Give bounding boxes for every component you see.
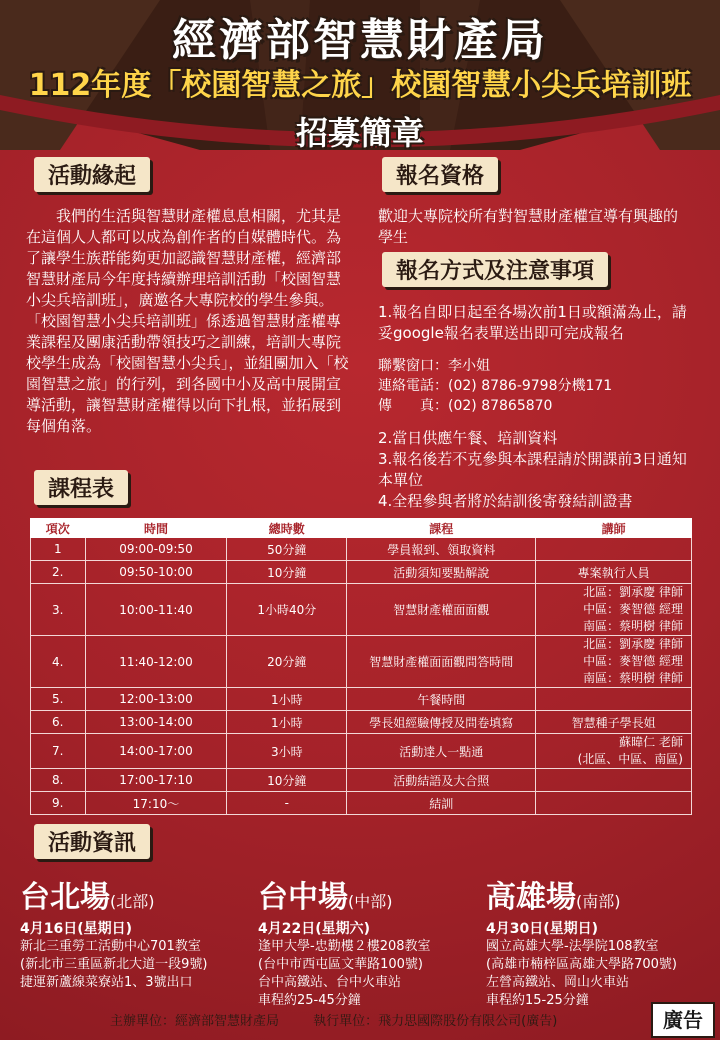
contact-window: 聯繫窗口：李小姐 [378,358,490,374]
cell-duration: 1小時 [227,711,347,734]
table-row [31,792,692,815]
venue-taipei [20,872,250,992]
cell-index: 7. [31,734,86,769]
footer [110,1010,557,1029]
col-header-course: 課程 [347,519,536,538]
schedule-body [31,538,692,815]
col-header-teacher: 講師 [536,519,692,538]
organizer-text: 主辦單位：經濟部智慧財產局 [110,1014,280,1029]
cell-course: 學長姐經驗傳授及問卷填寫 [347,711,536,734]
cell-index: 3. [31,584,86,636]
executor-text: 執行單位：飛力思國際股份有限公司(廣告) [313,1014,558,1029]
schedule-tag: 課程表 [34,470,128,505]
venue-transport2: 車程約25-45分鐘 [258,993,361,1008]
cell-course: 活動須知要點解說 [347,561,536,584]
venue-name: 台北場 [20,880,110,915]
venue-region: (中部) [348,892,393,911]
venue-region: (南部) [576,892,621,911]
cell-time: 12:00-13:00 [85,688,227,711]
venue-transport: 左營高鐵站、岡山火車站 [486,975,630,990]
program-title: 112年度「校園智慧之旅」校園智慧小尖兵培訓班 [28,68,692,103]
cell-duration: 10分鐘 [227,561,347,584]
cell-course: 智慧財產權面面觀 [347,584,536,636]
venue-date: 4月22日(星期六) [258,921,371,937]
venue-address: (台中市西屯區文華路100號) [258,957,423,972]
venue-date: 4月30日(星期日) [486,921,599,937]
venue-address: (新北市三重區新北大道一段9號) [20,957,208,972]
cell-course: 活動達人一點通 [347,734,536,769]
cell-teacher: 蘇暐仁 老師 (北區、中區、南區) [536,734,692,769]
cell-index: 1 [31,538,86,561]
cell-duration: 20分鐘 [227,636,347,688]
cell-time: 13:00-14:00 [85,711,227,734]
signup-item4: 4.全程參與者將於結訓後寄發結訓證書 [378,492,633,510]
cell-teacher: 北區：劉承慶 律師 中區：麥智德 經理 南區：蔡明樹 律師 [536,584,692,636]
ad-badge: 廣告 [651,1002,715,1038]
cell-time: 11:40-12:00 [85,636,227,688]
origin-text: 我們的生活與智慧財產權息息相關，尤其是在這個人人都可以成為創作者的自媒體時代。為了讓學生族群能夠更加認識智慧財產權，經濟部智慧財產局今年度持續辦理培訓活動「校園智慧小尖兵培訓班」，廣邀各大專院校的學生參與。「校園智慧小尖兵培訓班」係透過智慧財產權專業課程及團康活動帶領技巧之訓練，培訓大專院校學生成為「校園智慧小尖兵」，並組團加入「校園智慧之旅」的行列，到各國中小及高中展開宣導活動，讓智慧財產權得以向下扎根，並拓展到每個角落。 [26,207,349,435]
table-row [31,688,692,711]
signup-tag: 報名方式及注意事項 [382,252,608,287]
cell-course: 午餐時間 [347,688,536,711]
table-row [31,769,692,792]
cell-time: 14:00-17:00 [85,734,227,769]
cell-teacher: 專案執行人員 [536,561,692,584]
signup-item3: 3.報名後若不克參與本課程請於開課前3日通知本單位 [378,450,687,489]
cell-index: 4. [31,636,86,688]
cell-time: 09:50-10:00 [85,561,227,584]
contact-fax: 傳 真：(02) 87865870 [378,398,553,414]
venue-transport2: 車程約15-25分鐘 [486,993,589,1008]
cell-duration: 3小時 [227,734,347,769]
venue-place: 國立高雄大學-法學院108教室 [486,939,659,954]
cell-course: 結訓 [347,792,536,815]
cell-teacher: 北區：劉承慶 律師 中區：麥智德 經理 南區：蔡明樹 律師 [536,636,692,688]
table-row [31,711,692,734]
cell-course: 學員報到、領取資料 [347,538,536,561]
cell-teacher [536,688,692,711]
cell-teacher [536,792,692,815]
venue-place: 逢甲大學-忠勤樓２樓208教室 [258,939,431,954]
col-header-index: 項次 [31,519,86,538]
cell-teacher [536,538,692,561]
origin-tag: 活動緣起 [34,157,150,192]
venue-transport: 台中高鐵站、台中火車站 [258,975,402,990]
cell-teacher [536,769,692,792]
table-row [31,561,692,584]
cell-duration: 10分鐘 [227,769,347,792]
venue-address: (高雄市楠梓區高雄大學路700號) [486,957,677,972]
cell-course: 活動結語及大合照 [347,769,536,792]
cell-course: 智慧財產權面面觀問答時間 [347,636,536,688]
signup-item1: 1.報名自即日起至各場次前1日或額滿為止，請妥google報名表單送出即可完成報名 [378,303,687,342]
cell-duration: - [227,792,347,815]
info-tag: 活動資訊 [34,824,150,859]
col-header-duration: 總時數 [227,519,347,538]
signup-item2: 2.當日供應午餐、培訓資料 [378,429,558,447]
cell-time: 10:00-11:40 [85,584,227,636]
venue-name: 高雄場 [486,880,576,915]
cell-teacher: 智慧種子學長姐 [536,711,692,734]
table-row [31,584,692,636]
cell-index: 8. [31,769,86,792]
cell-duration: 50分鐘 [227,538,347,561]
cell-time: 17:10～ [85,792,227,815]
schedule-header-row [31,519,692,538]
cell-time: 17:00-17:10 [85,769,227,792]
venue-transport: 捷運新蘆線菜寮站1、3號出口 [20,975,193,990]
org-title: 經濟部智慧財產局 [172,15,548,66]
venue-date: 4月16日(星期日) [20,921,133,937]
venue-kaohsiung [486,872,716,1010]
venue-place: 新北三重勞工活動中心701教室 [20,939,201,954]
venue-taichung [258,872,478,1010]
eligibility-text: 歡迎大專院校所有對智慧財產權宣導有興趣的學生 [378,207,679,246]
venue-name: 台中場 [258,880,348,915]
cell-index: 9. [31,792,86,815]
table-row [31,734,692,769]
col-header-time: 時間 [85,519,227,538]
table-row [31,636,692,688]
cell-index: 5. [31,688,86,711]
cell-duration: 1小時 [227,688,347,711]
cell-duration: 1小時40分 [227,584,347,636]
cell-time: 09:00-09:50 [85,538,227,561]
schedule-table [30,518,692,815]
subtitle: 招募簡章 [295,114,424,152]
table-row [31,538,692,561]
venue-region: (北部) [110,892,155,911]
title-block [0,0,720,160]
contact-phone: 連絡電話：(02) 8786-9798分機171 [378,378,613,394]
cell-index: 2. [31,561,86,584]
cell-index: 6. [31,711,86,734]
eligibility-tag: 報名資格 [382,157,498,192]
